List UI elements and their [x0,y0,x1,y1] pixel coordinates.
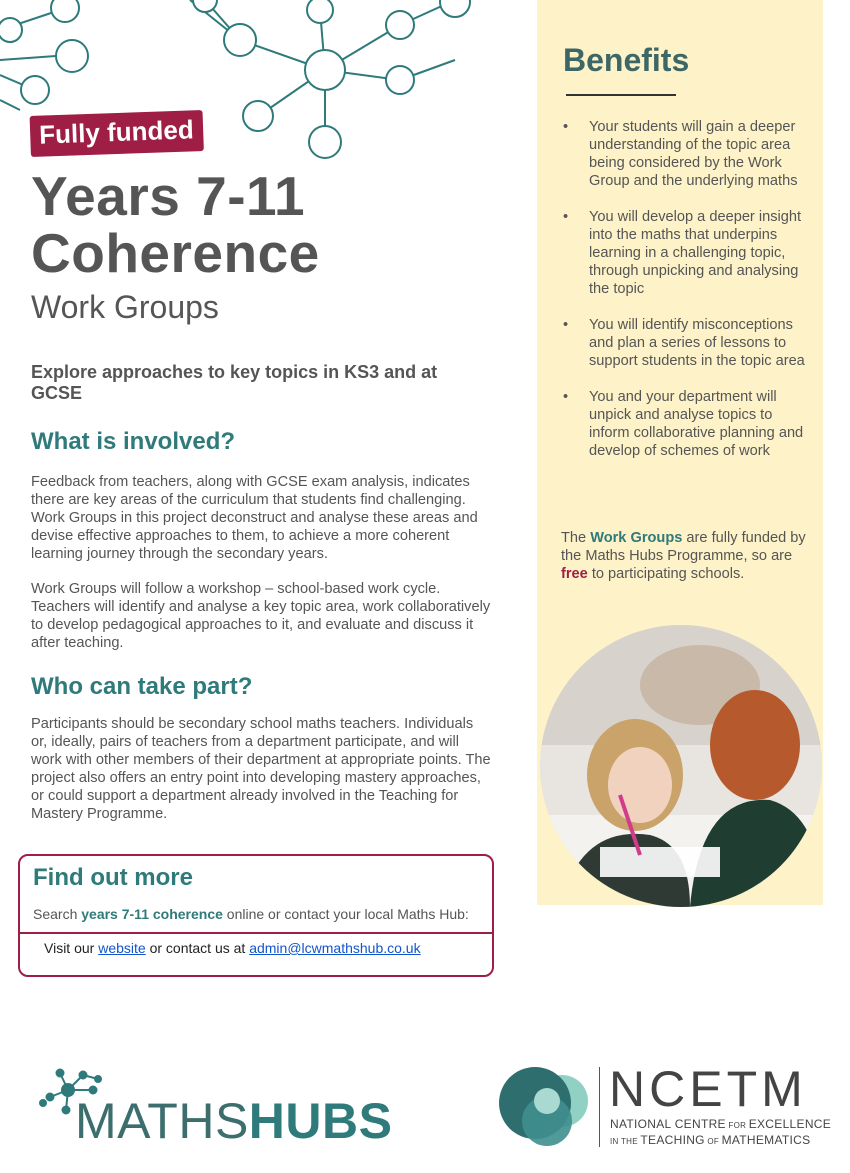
ncetm-mathematics: MATHEMATICS [721,1133,811,1147]
visit-line [44,940,421,956]
what-is-involved-heading: What is involved? [31,428,236,455]
mathshubs-hubs: HUBS [248,1093,393,1149]
search-instruction [33,906,469,922]
ncetm-national-centre: NATIONAL CENTRE [610,1117,726,1131]
benefit-item: • Your students will gain a deeper understanding of the topic area being considered by the Work Group and the underlying maths [561,118,811,190]
search-prefix: Search [33,906,82,922]
find-out-more-box [18,854,494,977]
funded-prefix: The [561,530,591,546]
benefit-item: • You will identify misconceptions and plan a series of lessons to support students in the topic area [561,316,811,370]
benefit-item: • You and your department will unpick and analyse topics to inform collaborative planning and develop of schemes of work [561,388,811,460]
ncetm-logo-text: NCETM [609,1061,807,1117]
ncetm-logo-icon [497,1063,592,1148]
visit-prefix: Visit our [44,940,99,956]
search-suffix: online or contact your local Maths Hub: [222,906,469,922]
benefits-heading: Benefits [563,42,690,78]
involved-paragraph-1: Feedback from teachers, along with GCSE exam analysis, indicates there are key areas of the curriculum that students find challenging. Work Groups in this project deconstruct and analyse these areas and devise effective approaches to them, to achieve a more coherent learning journey through the secondary years. [31,474,478,562]
visit-mid: or contact us at [145,940,250,956]
find-out-more-heading: Find out more [33,864,193,891]
funded-mid: are fully funded by the Maths Hubs Programme, so are [561,530,806,564]
classroom-photo [540,625,822,907]
funded-work-groups: Work Groups [590,530,683,546]
title-line-1: Years 7-11 [31,165,306,227]
title-line-2: Coherence [31,222,320,284]
who-paragraph: Participants should be secondary school maths teachers. Individuals or, ideally, pairs of teachers from a department participate, and will work with other members of their department at appropriate points. The project also offers an entry point into developing mastery approaches, or could support a department already involved in the Teaching for Mastery Programme. [31,716,491,822]
ncetm-subtitle-line-2 [610,1133,810,1147]
benefits-underline [566,94,676,96]
ncetm-subtitle-line-1 [610,1117,831,1131]
fully-funded-badge: Fully funded [30,110,204,157]
funded-free: free [561,566,588,582]
funding-statement [561,529,821,583]
ncetm-in-the: IN THE [610,1137,641,1146]
intro-text: Explore approaches to key topics in KS3 and at GCSE [31,362,438,403]
involved-paragraph-2: Work Groups will follow a workshop – school-based work cycle. Teachers will identify and analyse a key topic area, work collaboratively to develop pedagogical approaches to it, and evaluate and discuss it after teaching. [31,581,491,651]
mathshubs-logo-text [75,1092,392,1150]
who-can-take-part-heading: Who can take part? [31,673,253,700]
page-subtitle: Work Groups [31,289,219,325]
benefits-list [561,118,811,478]
classroom-photo-illustration [540,625,822,907]
ncetm-teaching: TEACHING [640,1133,705,1147]
box-divider [20,932,492,934]
benefit-item: • You will develop a deeper insight into the maths that underpins learning in a challenging topic, through unpicking and analysing the topic [561,208,811,298]
ncetm-excellence: EXCELLENCE [748,1117,832,1131]
search-term: years 7-11 coherence [81,906,223,922]
ncetm-divider [599,1067,600,1147]
website-link[interactable]: website [98,940,146,956]
ncetm-for: FOR [725,1121,749,1130]
email-link[interactable]: admin@lcwmathshub.co.uk [249,940,421,956]
funded-suffix: to participating schools. [587,566,745,582]
mathshubs-maths: MATHS [75,1093,249,1149]
ncetm-of: OF [704,1137,722,1146]
page-title [31,165,320,284]
